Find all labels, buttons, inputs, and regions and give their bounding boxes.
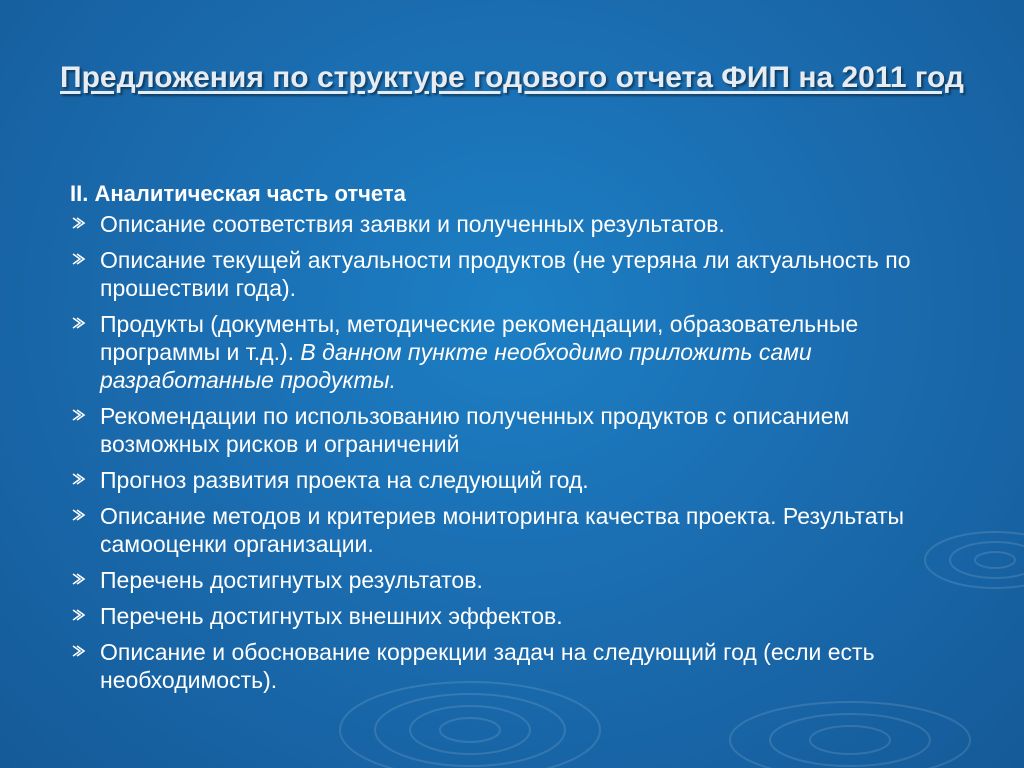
bullet-list bbox=[70, 210, 970, 694]
arrow-bullet-icon bbox=[70, 211, 86, 235]
arrow-bullet-icon bbox=[70, 403, 86, 427]
slide-content bbox=[70, 180, 970, 702]
list-item bbox=[70, 402, 970, 458]
list-item-text: Описание соответствия заявки и полученных результатов. bbox=[100, 211, 725, 237]
arrow-bullet-icon bbox=[70, 567, 86, 591]
arrow-bullet-icon bbox=[70, 603, 86, 627]
list-item bbox=[70, 638, 970, 694]
list-item bbox=[70, 566, 970, 594]
slide-title: Предложения по структуре годового отчета ФИП на 2011 год bbox=[60, 61, 964, 94]
list-item bbox=[70, 602, 970, 630]
arrow-bullet-icon bbox=[70, 467, 86, 491]
list-item-text: Перечень достигнутых внешних эффектов. bbox=[100, 603, 563, 629]
arrow-bullet-icon bbox=[70, 311, 86, 335]
list-item bbox=[70, 246, 970, 302]
section-heading: II. Аналитическая часть отчета bbox=[70, 181, 406, 206]
list-item-text: Описание текущей актуальности продуктов (не утеряна ли актуальность по прошествии года). bbox=[100, 247, 911, 301]
list-item-text: Перечень достигнутых результатов. bbox=[100, 567, 483, 593]
list-item-text: Прогноз развития проекта на следующий год. bbox=[100, 467, 589, 493]
list-item-text: Рекомендации по использованию полученных продуктов с описанием возможных рисков и ограничений bbox=[100, 403, 850, 457]
list-item bbox=[70, 466, 970, 494]
list-item bbox=[70, 310, 970, 394]
list-item bbox=[70, 210, 970, 238]
list-item-emphasis: В данном пункте необходимо приложить сами разработанные продукты. bbox=[100, 339, 812, 393]
arrow-bullet-icon bbox=[70, 247, 86, 271]
list-item bbox=[70, 502, 970, 558]
list-item-text: Продукты (документы, методические рекомендации, образовательные программы и т.д.). bbox=[100, 311, 859, 365]
arrow-bullet-icon bbox=[70, 639, 86, 663]
list-item-text: Описание методов и критериев мониторинга качества проекта. Результаты самооценки организации. bbox=[100, 503, 905, 557]
list-item-text: Описание и обоснование коррекции задач на следующий год (если есть необходимость). bbox=[100, 639, 875, 693]
arrow-bullet-icon bbox=[70, 503, 86, 527]
